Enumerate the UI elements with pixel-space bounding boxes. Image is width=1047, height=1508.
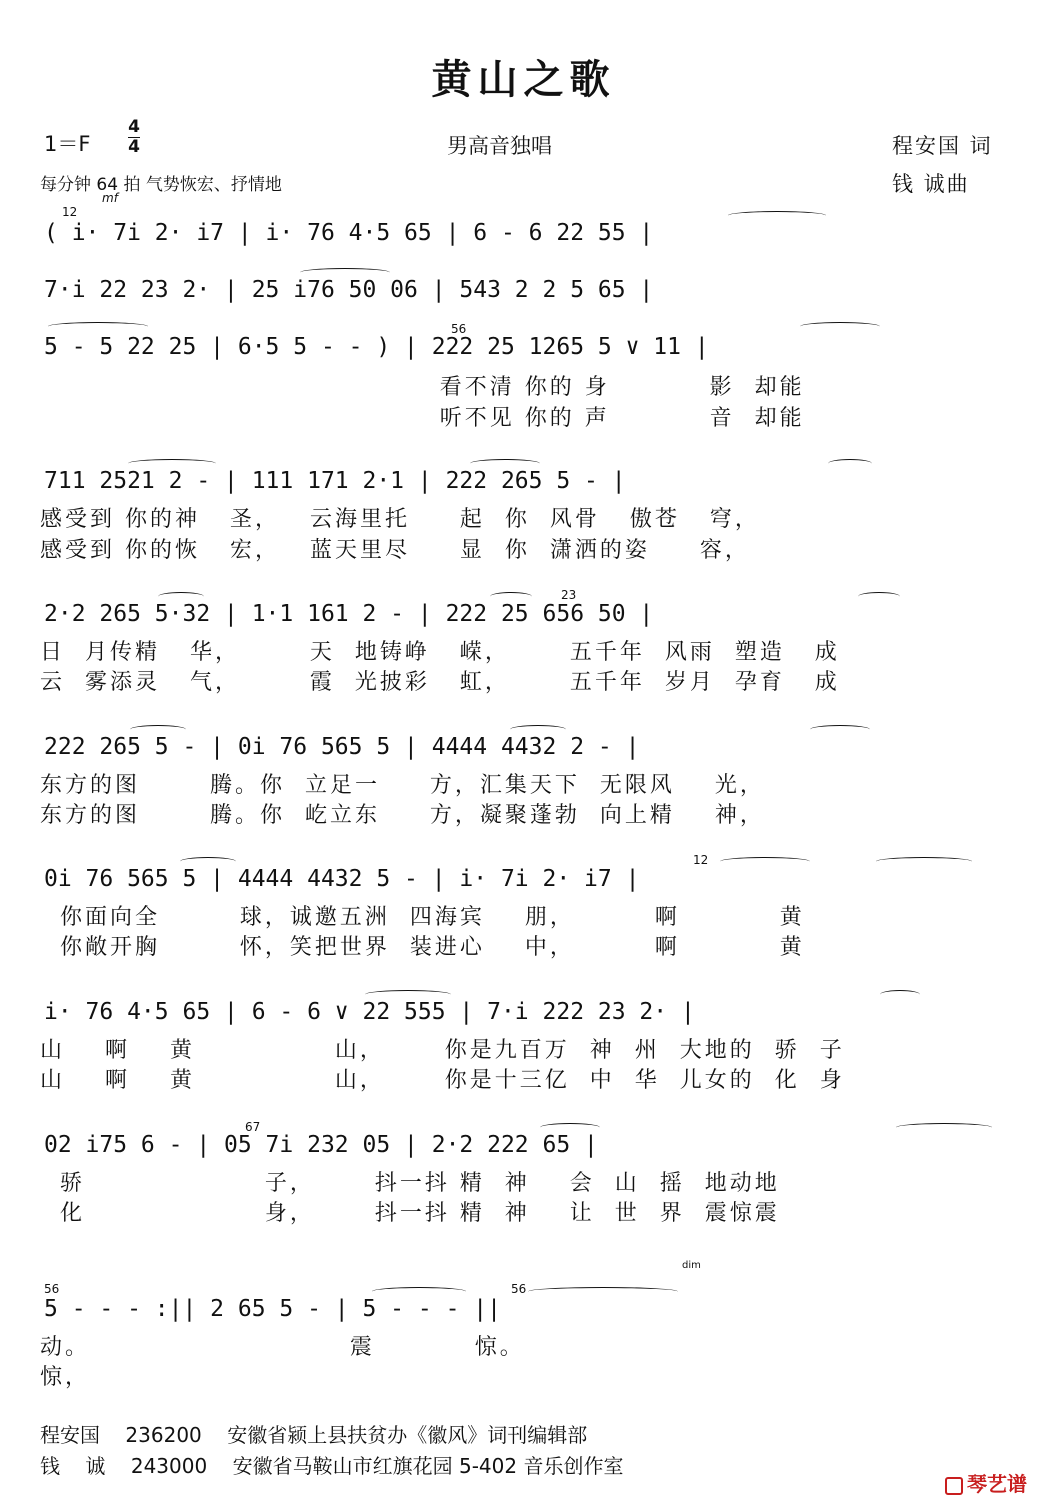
notation-line: 222 265 5 - | 0i 76 565 5 | 4444 4432 2 - | (44, 734, 640, 760)
slur (372, 1287, 466, 1296)
grace-note: 23 (561, 588, 577, 602)
lyrics-verse-1: 山 啊 黄 山， 你是九百万 神 州 大地的 骄 子 (40, 1038, 845, 1063)
credit-composer: 钱 诚 243000 安徽省马鞍山市红旗花园 5-402 音乐创作室 (40, 1454, 624, 1478)
grace-note: 56 (511, 1282, 527, 1296)
slur (720, 857, 810, 866)
logo-text: 琴艺谱 (967, 1472, 1027, 1496)
page-title: 黄山之歌 (431, 56, 616, 103)
notation-line: 0i 76 565 5 | 4444 4432 5 - | i· 7i 2· i7 | (44, 866, 640, 892)
slur (130, 725, 186, 734)
lyrics-verse-2: 东方的图 腾。你 屹立东 方，凝聚蓬勃 向上精 神， (40, 803, 765, 828)
slur (810, 725, 870, 734)
lyrics-verse-2: 山 啊 黄 山， 你是十三亿 中 华 儿女的 化 身 (40, 1068, 845, 1093)
slur (510, 725, 566, 734)
slur (470, 459, 540, 468)
lyrics-verse-2: 化 身， 抖一抖 精 神 让 世 界 震惊震 (40, 1201, 780, 1226)
lyrics-verse-2: 惊， (40, 1365, 91, 1390)
slur (828, 459, 872, 468)
lyrics-verse-1: 东方的图 腾。你 立足一 方，汇集天下 无限风 光， (40, 773, 765, 798)
notation-line: 02 i75 6 - | 05 7i 232 05 | 2·2 222 65 | (44, 1132, 598, 1158)
lyrics-verse-2: 云 雾添灵 气， 霞 光披彩 虹， 五千年 岁月 孕育 成 (40, 670, 840, 695)
lyrics-verse-1: 日 月传精 华， 天 地铸峥 嵘， 五千年 风雨 塑造 成 (40, 640, 840, 665)
lyrics-verse-2: 你敞开胸 怀，笑把世界 装进心 中， 啊 黄 (40, 935, 805, 960)
grace-note: 56 (451, 322, 467, 336)
grace-note: 12 (62, 205, 78, 219)
lyrics-verse-1: 看不清 你的 身 影 却能 (40, 375, 805, 400)
dynamic-dim: dim (682, 1260, 701, 1271)
slur (800, 322, 880, 331)
slur (128, 459, 216, 468)
slur (880, 990, 920, 999)
slur (180, 857, 236, 866)
logo-mark-icon (945, 1477, 963, 1495)
slur (876, 857, 972, 866)
slur (540, 1123, 600, 1132)
notation-line: 2·2 265 5·32 | 1·1 161 2 - | 222 25 656 50 | (44, 601, 654, 627)
grace-note: 12 (693, 853, 709, 867)
tempo-marking: 每分钟 64 拍 气势恢宏、抒情地 (40, 175, 282, 195)
lyrics-verse-1: 感受到 你的神 圣， 云海里托 起 你 风骨 傲苍 穹， (40, 507, 760, 532)
slur (158, 592, 204, 601)
time-top: 4 (128, 117, 140, 137)
lyrics-verse-2: 听不见 你的 声 音 却能 (40, 406, 805, 431)
notation-line: ( i· 7i 2· i7 | i· 76 4·5 65 | 6 - 6 22 55 | (44, 220, 654, 246)
time-bottom: 4 (128, 137, 140, 157)
notation-line: 711 2521 2 - | 111 171 2·1 | 222 265 5 - | (44, 468, 626, 494)
notation-line: 5 - 5 22 25 | 6·5 5 - - ) | 222 25 1265 5 ∨ 11 | (44, 334, 709, 360)
site-logo (945, 1468, 1027, 1497)
notation-line: 7·i 22 23 2· | 25 i76 50 06 | 543 2 2 5 65 | (44, 277, 654, 303)
composer: 钱 诚曲 (892, 172, 970, 196)
performance-note: 男高音独唱 (447, 134, 552, 158)
grace-note: 67 (245, 1120, 261, 1134)
dynamic-mf: mf (102, 191, 118, 205)
lyricist: 程安国 词 (892, 134, 993, 158)
slur (490, 592, 532, 601)
slur (896, 1123, 992, 1132)
slur (365, 990, 451, 999)
grace-note: 56 (44, 1282, 60, 1296)
lyrics-verse-1: 动。 震 惊。 (40, 1335, 525, 1360)
lyrics-verse-1: 你面向全 球，诚邀五洲 四海宾 朋， 啊 黄 (40, 905, 805, 930)
slur (300, 268, 390, 277)
credit-lyricist: 程安国 236200 安徽省颍上县扶贫办《徽风》词刊编辑部 (40, 1423, 588, 1447)
footer-credits (40, 1420, 623, 1482)
time-signature (128, 118, 140, 157)
notation-line: 5 - - - :|| 2 65 5 - | 5 - - - || (44, 1296, 501, 1322)
slur (528, 1287, 678, 1296)
lyrics-verse-2: 感受到 你的恢 宏， 蓝天里尽 显 你 潇洒的姿 容， (40, 538, 750, 563)
key-signature: 1＝F (44, 132, 91, 156)
slur (48, 322, 148, 331)
slur (858, 592, 900, 601)
notation-line: i· 76 4·5 65 | 6 - 6 ∨ 22 555 | 7·i 222 23 2· | (44, 999, 695, 1025)
lyrics-verse-1: 骄 子， 抖一抖 精 神 会 山 摇 地动地 (40, 1171, 780, 1196)
slur (728, 211, 826, 220)
